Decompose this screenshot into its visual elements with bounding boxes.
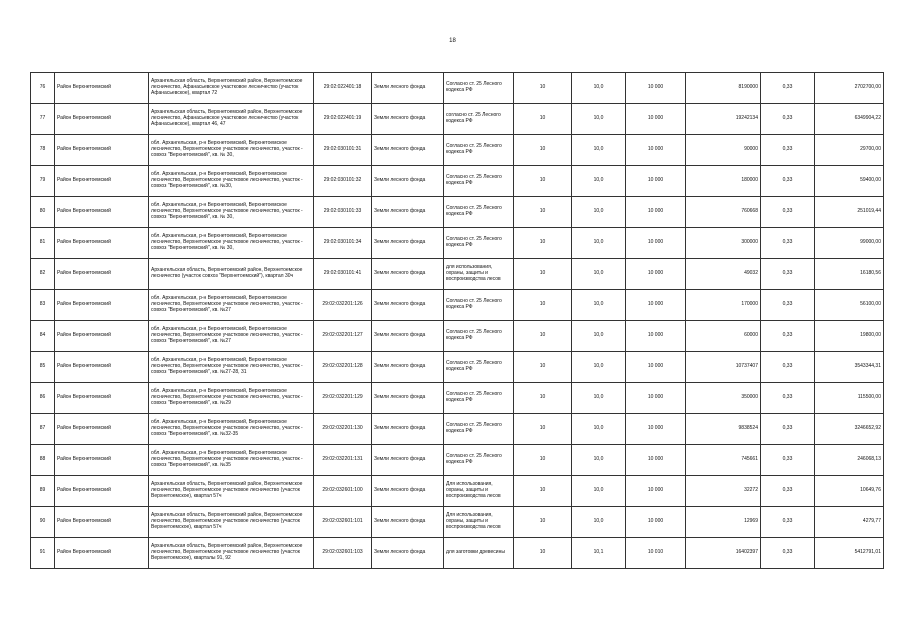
land-category-cell: Земли лесного фонда xyxy=(372,352,444,383)
rate-cell: 0,33 xyxy=(761,73,815,104)
basis-cell: Согласно ст. 25 Лесного кодекса РФ xyxy=(444,228,514,259)
land-plots-table xyxy=(30,72,884,569)
district-cell: Район Верхнетоемский xyxy=(55,104,149,135)
row-number: 82 xyxy=(31,259,55,290)
address-cell: Архангельская область, Верхнетоемский район, Верхнетоемское лесничество, Афанасьевское участковое лесничество (участок Афанасьевское), квартал 72 xyxy=(149,73,314,104)
column-9-cell: 10 000 xyxy=(626,383,686,414)
column-8-cell: 10,0 xyxy=(572,414,626,445)
column-8-cell: 10,0 xyxy=(572,383,626,414)
address-cell: обл. Архангельская, р-н Верхнетоемский, Верхнетоемское лесничество, Верхнетоемское участковое лесничество, участок - совхоз "Верхнетоемский", кв. №32-35 xyxy=(149,414,314,445)
column-7-cell: 10 xyxy=(514,321,572,352)
sum-cell: 5412791,01 xyxy=(815,538,884,569)
rate-cell: 0,33 xyxy=(761,538,815,569)
sum-cell: 56100,00 xyxy=(815,290,884,321)
sum-cell: 10649,76 xyxy=(815,476,884,507)
column-9-cell: 10 000 xyxy=(626,414,686,445)
sum-cell: 59400,00 xyxy=(815,166,884,197)
land-category-cell: Земли лесного фонда xyxy=(372,259,444,290)
land-category-cell: Земли лесного фонда xyxy=(372,228,444,259)
sum-cell: 251019,44 xyxy=(815,197,884,228)
sum-cell: 4279,77 xyxy=(815,507,884,538)
rate-cell: 0,33 xyxy=(761,352,815,383)
column-9-cell: 10 000 xyxy=(626,321,686,352)
address-cell: обл. Архангельская, р-н Верхнетоемский, Верхнетоемское лесничество, Верхнетоемское участковое лесничество, участок - совхоз "Верхнетоемский", кв. №27-28, 31 xyxy=(149,352,314,383)
table-row xyxy=(31,166,884,197)
column-9-cell: 10 000 xyxy=(626,228,686,259)
address-cell: обл. Архангельская, р-н Верхнетоемский, Верхнетоемское лесничество, Верхнетоемское участковое лесничество, участок - совхоз "Верхнетоемский", кв. № 30, xyxy=(149,135,314,166)
land-category-cell: Земли лесного фонда xyxy=(372,135,444,166)
column-9-cell: 10 000 xyxy=(626,507,686,538)
area-cell: 9838524 xyxy=(686,414,761,445)
table-row xyxy=(31,259,884,290)
cadastral-number-cell: 29:02:032601:100 xyxy=(314,476,372,507)
address-cell: обл. Архангельская, р-н Верхнетоемский, Верхнетоемское лесничество, Верхнетоемское участковое лесничество, участок - совхоз "Верхнетоемский", кв. №29 xyxy=(149,383,314,414)
cadastral-number-cell: 29:02:030101:31 xyxy=(314,135,372,166)
column-8-cell: 10,1 xyxy=(572,538,626,569)
column-8-cell: 10,0 xyxy=(572,104,626,135)
area-cell: 8190000 xyxy=(686,73,761,104)
rate-cell: 0,33 xyxy=(761,259,815,290)
land-category-cell: Земли лесного фонда xyxy=(372,476,444,507)
table-row xyxy=(31,290,884,321)
rate-cell: 0,33 xyxy=(761,476,815,507)
column-8-cell: 10,0 xyxy=(572,476,626,507)
district-cell: Район Верхнетоемский xyxy=(55,290,149,321)
district-cell: Район Верхнетоемский xyxy=(55,507,149,538)
table-row xyxy=(31,104,884,135)
row-number: 81 xyxy=(31,228,55,259)
address-cell: Архангельская область, Верхнетоемский район, Верхнетоемское лесничество, Верхнетоемское участковое лесничество (участок Верхнетоемское), квартал 57ч xyxy=(149,507,314,538)
address-cell: Архангельская область, Верхнетоемский район, Верхнетоемское лесничество, Верхнетоемское участковое лесничество (участок Верхнетоемское), кварталы 91, 92 xyxy=(149,538,314,569)
basis-cell: Для использования, охраны, защиты и воспроизводства лесов xyxy=(444,476,514,507)
basis-cell: Согласно ст. 25 Лесного кодекса РФ xyxy=(444,73,514,104)
address-cell: обл. Архангельская, р-н Верхнетоемский, Верхнетоемское лесничество, Верхнетоемское участковое лесничество, участок - совхоз "Верхнетоемский", кв. №27 xyxy=(149,290,314,321)
column-7-cell: 10 xyxy=(514,383,572,414)
land-category-cell: Земли лесного фонда xyxy=(372,538,444,569)
table-row xyxy=(31,228,884,259)
address-cell: обл. Архангельская, р-н Верхнетоемский, Верхнетоемское лесничество, Верхнетоемское участковое лесничество, участок - совхоз "Верхнетоемский", кв. № 30, xyxy=(149,228,314,259)
table-row xyxy=(31,414,884,445)
column-7-cell: 10 xyxy=(514,135,572,166)
area-cell: 90000 xyxy=(686,135,761,166)
row-number: 88 xyxy=(31,445,55,476)
district-cell: Район Верхнетоемский xyxy=(55,352,149,383)
cadastral-number-cell: 29:02:030101:34 xyxy=(314,228,372,259)
cadastral-number-cell: 29:02:022401:18 xyxy=(314,73,372,104)
table-row xyxy=(31,538,884,569)
district-cell: Район Верхнетоемский xyxy=(55,445,149,476)
area-cell: 60000 xyxy=(686,321,761,352)
column-8-cell: 10,0 xyxy=(572,197,626,228)
basis-cell: Согласно ст. 25 Лесного кодекса РФ xyxy=(444,414,514,445)
cadastral-number-cell: 29:02:032601:103 xyxy=(314,538,372,569)
row-number: 78 xyxy=(31,135,55,166)
column-7-cell: 10 xyxy=(514,507,572,538)
rate-cell: 0,33 xyxy=(761,197,815,228)
district-cell: Район Верхнетоемский xyxy=(55,414,149,445)
area-cell: 300000 xyxy=(686,228,761,259)
column-9-cell: 10 000 xyxy=(626,259,686,290)
address-cell: Архангельская область, Верхнетоемский район, Верхнетоемское лесничество (участок совхоз "Верхнетоемский"), квартал 30ч xyxy=(149,259,314,290)
rate-cell: 0,33 xyxy=(761,290,815,321)
column-9-cell: 10 010 xyxy=(626,538,686,569)
rate-cell: 0,33 xyxy=(761,321,815,352)
address-cell: Архангельская область, Верхнетоемский район, Верхнетоемское лесничество, Афанасьевское участковое лесничество (участок Афанасьевское), квартал 46, 47 xyxy=(149,104,314,135)
cadastral-number-cell: 29:02:032201:130 xyxy=(314,414,372,445)
area-cell: 350000 xyxy=(686,383,761,414)
cadastral-number-cell: 29:02:032201:131 xyxy=(314,445,372,476)
basis-cell: Для использования, охраны, защиты и воспроизводства лесов xyxy=(444,507,514,538)
cadastral-number-cell: 29:02:032201:129 xyxy=(314,383,372,414)
cadastral-number-cell: 29:02:022401:19 xyxy=(314,104,372,135)
area-cell: 760668 xyxy=(686,197,761,228)
district-cell: Район Верхнетоемский xyxy=(55,259,149,290)
row-number: 86 xyxy=(31,383,55,414)
column-7-cell: 10 xyxy=(514,476,572,507)
column-7-cell: 10 xyxy=(514,290,572,321)
column-9-cell: 10 000 xyxy=(626,476,686,507)
area-cell: 49032 xyxy=(686,259,761,290)
row-number: 84 xyxy=(31,321,55,352)
column-7-cell: 10 xyxy=(514,352,572,383)
cadastral-number-cell: 29:02:030101:33 xyxy=(314,197,372,228)
cadastral-number-cell: 29:02:032601:101 xyxy=(314,507,372,538)
row-number: 79 xyxy=(31,166,55,197)
basis-cell: Согласно ст. 25 Лесного кодекса РФ xyxy=(444,290,514,321)
area-cell: 170000 xyxy=(686,290,761,321)
basis-cell: Согласно ст. 25 Лесного кодекса РФ xyxy=(444,383,514,414)
column-9-cell: 10 000 xyxy=(626,197,686,228)
column-7-cell: 10 xyxy=(514,414,572,445)
area-cell: 745661 xyxy=(686,445,761,476)
table-body xyxy=(31,73,884,569)
basis-cell: Согласно ст. 25 Лесного кодекса РФ xyxy=(444,321,514,352)
basis-cell: для использования, охраны, защиты и воспроизводства лесов xyxy=(444,259,514,290)
sum-cell: 2702700,00 xyxy=(815,73,884,104)
land-category-cell: Земли лесного фонда xyxy=(372,197,444,228)
column-9-cell: 10 000 xyxy=(626,352,686,383)
land-category-cell: Земли лесного фонда xyxy=(372,507,444,538)
column-7-cell: 10 xyxy=(514,166,572,197)
rate-cell: 0,33 xyxy=(761,383,815,414)
area-cell: 12969 xyxy=(686,507,761,538)
rate-cell: 0,33 xyxy=(761,507,815,538)
basis-cell: Согласно ст. 25 Лесного кодекса РФ xyxy=(444,135,514,166)
land-category-cell: Земли лесного фонда xyxy=(372,166,444,197)
district-cell: Район Верхнетоемский xyxy=(55,73,149,104)
sum-cell: 246068,13 xyxy=(815,445,884,476)
column-8-cell: 10,0 xyxy=(572,321,626,352)
area-cell: 180000 xyxy=(686,166,761,197)
area-cell: 16402397 xyxy=(686,538,761,569)
district-cell: Район Верхнетоемский xyxy=(55,166,149,197)
rate-cell: 0,33 xyxy=(761,166,815,197)
column-9-cell: 10 000 xyxy=(626,166,686,197)
column-7-cell: 10 xyxy=(514,73,572,104)
column-8-cell: 10,0 xyxy=(572,166,626,197)
district-cell: Район Верхнетоемский xyxy=(55,476,149,507)
area-cell: 19242134 xyxy=(686,104,761,135)
row-number: 90 xyxy=(31,507,55,538)
land-category-cell: Земли лесного фонда xyxy=(372,73,444,104)
column-8-cell: 10,0 xyxy=(572,73,626,104)
table-row xyxy=(31,73,884,104)
column-9-cell: 10 000 xyxy=(626,445,686,476)
table-row xyxy=(31,135,884,166)
table-row xyxy=(31,383,884,414)
sum-cell: 115500,00 xyxy=(815,383,884,414)
column-7-cell: 10 xyxy=(514,538,572,569)
table-row xyxy=(31,321,884,352)
rate-cell: 0,33 xyxy=(761,104,815,135)
cadastral-number-cell: 29:02:032201:127 xyxy=(314,321,372,352)
column-9-cell: 10 000 xyxy=(626,104,686,135)
table-row xyxy=(31,352,884,383)
sum-cell: 3246652,92 xyxy=(815,414,884,445)
table-row xyxy=(31,445,884,476)
land-category-cell: Земли лесного фонда xyxy=(372,104,444,135)
rate-cell: 0,33 xyxy=(761,135,815,166)
rate-cell: 0,33 xyxy=(761,414,815,445)
district-cell: Район Верхнетоемский xyxy=(55,321,149,352)
address-cell: Архангельская область, Верхнетоемский район, Верхнетоемское лесничество, Верхнетоемское участковое лесничество (участок Верхнетоемское), квартал 57ч xyxy=(149,476,314,507)
address-cell: обл. Архангельская, р-н Верхнетоемский, Верхнетоемское лесничество, Верхнетоемское участковое лесничество, участок - совхоз "Верхнетоемский", кв. № 30, xyxy=(149,197,314,228)
area-cell: 32272 xyxy=(686,476,761,507)
basis-cell: согласно ст. 25 Лесного кодекса РФ xyxy=(444,104,514,135)
district-cell: Район Верхнетоемский xyxy=(55,228,149,259)
address-cell: обл. Архангельская, р-н Верхнетоемский, Верхнетоемское лесничество, Верхнетоемское участковое лесничество, участок - совхоз "Верхнетоемский", кв. №30, xyxy=(149,166,314,197)
sum-cell: 29700,00 xyxy=(815,135,884,166)
table-row xyxy=(31,507,884,538)
column-8-cell: 10,0 xyxy=(572,290,626,321)
row-number: 83 xyxy=(31,290,55,321)
cadastral-number-cell: 29:02:032201:128 xyxy=(314,352,372,383)
land-category-cell: Земли лесного фонда xyxy=(372,383,444,414)
basis-cell: Согласно ст. 25 Лесного кодекса РФ xyxy=(444,352,514,383)
cadastral-number-cell: 29:02:030101:41 xyxy=(314,259,372,290)
table-row xyxy=(31,197,884,228)
cadastral-number-cell: 29:02:032201:126 xyxy=(314,290,372,321)
sum-cell: 6349904,22 xyxy=(815,104,884,135)
district-cell: Район Верхнетоемский xyxy=(55,538,149,569)
basis-cell: Согласно ст. 25 Лесного кодекса РФ xyxy=(444,197,514,228)
rate-cell: 0,33 xyxy=(761,228,815,259)
row-number: 80 xyxy=(31,197,55,228)
page-number: 18 xyxy=(449,38,456,44)
address-cell: обл. Архангельская, р-н Верхнетоемский, Верхнетоемское лесничество, Верхнетоемское участковое лесничество, участок - совхоз "Верхнетоемский", кв. №35 xyxy=(149,445,314,476)
land-category-cell: Земли лесного фонда xyxy=(372,414,444,445)
column-9-cell: 10 000 xyxy=(626,290,686,321)
rate-cell: 0,33 xyxy=(761,445,815,476)
column-8-cell: 10,0 xyxy=(572,507,626,538)
column-7-cell: 10 xyxy=(514,445,572,476)
row-number: 77 xyxy=(31,104,55,135)
sum-cell: 99000,00 xyxy=(815,228,884,259)
land-category-cell: Земли лесного фонда xyxy=(372,290,444,321)
area-cell: 10737407 xyxy=(686,352,761,383)
land-category-cell: Земли лесного фонда xyxy=(372,445,444,476)
column-9-cell: 10 000 xyxy=(626,73,686,104)
land-category-cell: Земли лесного фонда xyxy=(372,321,444,352)
row-number: 85 xyxy=(31,352,55,383)
table-row xyxy=(31,476,884,507)
column-7-cell: 10 xyxy=(514,259,572,290)
basis-cell: для заготовки древесины xyxy=(444,538,514,569)
row-number: 76 xyxy=(31,73,55,104)
basis-cell: Согласно ст. 25 Лесного кодекса РФ xyxy=(444,445,514,476)
column-8-cell: 10,0 xyxy=(572,445,626,476)
column-7-cell: 10 xyxy=(514,228,572,259)
district-cell: Район Верхнетоемский xyxy=(55,135,149,166)
district-cell: Район Верхнетоемский xyxy=(55,197,149,228)
sum-cell: 16180,56 xyxy=(815,259,884,290)
column-8-cell: 10,0 xyxy=(572,135,626,166)
row-number: 87 xyxy=(31,414,55,445)
basis-cell: Согласно ст. 25 Лесного кодекса РФ xyxy=(444,166,514,197)
district-cell: Район Верхнетоемский xyxy=(55,383,149,414)
column-7-cell: 10 xyxy=(514,197,572,228)
row-number: 91 xyxy=(31,538,55,569)
row-number: 89 xyxy=(31,476,55,507)
column-7-cell: 10 xyxy=(514,104,572,135)
cadastral-number-cell: 29:02:030101:32 xyxy=(314,166,372,197)
column-8-cell: 10,0 xyxy=(572,259,626,290)
column-9-cell: 10 000 xyxy=(626,135,686,166)
column-8-cell: 10,0 xyxy=(572,352,626,383)
column-8-cell: 10,0 xyxy=(572,228,626,259)
sum-cell: 3543344,31 xyxy=(815,352,884,383)
address-cell: обл. Архангельская, р-н Верхнетоемский, Верхнетоемское лесничество, Верхнетоемское участковое лесничество, участок - совхоз "Верхнетоемский", кв. №27 xyxy=(149,321,314,352)
sum-cell: 19800,00 xyxy=(815,321,884,352)
